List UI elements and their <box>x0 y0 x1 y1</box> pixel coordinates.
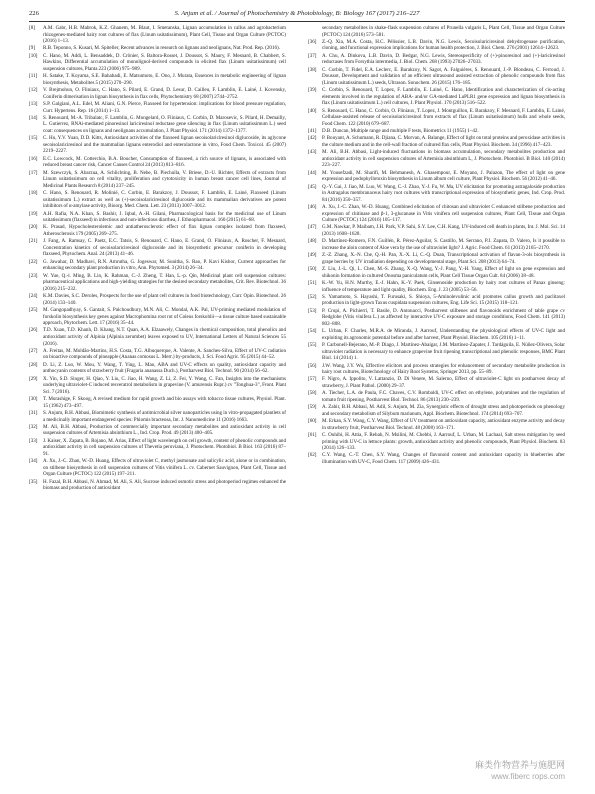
reference-number: [47] <box>308 224 317 231</box>
reference-text: S. Yamamoto, S. Hayashi, T. Furusaki, S. Shioya, 5-Aminolevulinic acid promotes callus growth and paclitaxel production in light-grown Taxus cuspidata suspension cultures, Eng. Life Sci. 15 (2015) 118–121. <box>322 293 565 307</box>
reference-number: [43] <box>308 149 317 156</box>
reference-number: [25] <box>29 306 38 313</box>
reference-number: [16] <box>29 155 38 162</box>
reference-text: A. Tiecher, L.A. de Paula, F.C. Chaves, C.V. Rombaldi, UV-C effect on ethylene, polyamines and the regulation of tomato fruit ripening, Postharvest Biol. Technol. 86 (2013) 230–239. <box>322 390 565 403</box>
reference-number: [9] <box>29 45 35 52</box>
reference-entry <box>308 135 565 148</box>
reference-text: A. Freitas, M. Moldão-Martins, H.S. Costa, T.G. Albuquerque, A. Valente, A. Sanches-Silva, Effect of UV-C radiation on bioactive compounds of pineapple (Ananas comosus L. Merr.) by-products, J. Sci. Food Agric. 95 (2015) 44–52. <box>43 347 286 361</box>
reference-entry <box>29 458 286 478</box>
reference-text: F. Nigro, A. Ippolito, V. Lattanzio, D. Di Venere, M. Salerno, Effect of ultraviolet-C light on postharvest decay of strawberry, J. Plant Pathol. (2000) 29–37. <box>322 376 565 389</box>
page-number: 226 <box>29 10 39 17</box>
reference-entry <box>29 25 286 45</box>
reference-text: C.Y. Wang, C.-T. Chen, S.Y. Wang, Changes of flavonoid content and antioxidant capacity in blueberries after illumination with UV-C, Food Chem. 117 (2009) 426–431. <box>322 452 565 465</box>
reference-number: [44] <box>308 169 317 176</box>
reference-number: [32] <box>29 423 38 430</box>
reference-number: [34] <box>29 458 38 465</box>
reference-entry <box>29 170 286 190</box>
reference-number: [57] <box>308 376 317 383</box>
reference-text: M. Yousefzadi, M. Sharifi, M. Behmanesh, A. Ghasempour, E. Moyano, J. Palazon, The effect of light on gene expression and podophyllotoxin biosynthesis in Linum album cell culture, Plant Physiol. Biochem. 56 (2012) 41–46. <box>322 169 565 183</box>
reference-entry <box>308 25 565 38</box>
reference-text: P. Carbonell-Bejerano, M.-P. Diago, J. Martínez-Abaigar, J.M. Martínez-Zapater, J. Tardáguila, E. Núñez-Olivera, Solar ultraviolet radiation is necessary to enhance grapevine fruit ripening transcriptional and phenolic responses, BMC Plant Biol. 14 (2014) 1. <box>322 342 565 362</box>
reference-number: [58] <box>308 390 317 397</box>
reference-text: C. Corbin, S. Renouard, T. Lopez, F. Lamblin, E. Lainé, C. Hano, Identification and characterization of cis-acting elements involved in the regulation of ABA- and/or GA-mediated LuPLR1 gene expression and lignan biosynthesis in flax (Linum usitatissimum L.) cell cultures, J. Plant Physiol. 170 (2013) 516–522. <box>322 87 565 107</box>
reference-text: S. Renouard, C. Hano, C. Corbin, O. Fliniaux, T. Lopez, J. Montguillon, E. Barakzoy, F. Mesnard, F. Lamblin, E. Lainé, Cellulase-assisted release of secoisolariciresinol from extracts of flax (Linum usitatissimum) hulls and whole seeds, Food Chem. 122 (2010) 679–687. <box>322 107 565 127</box>
reference-entry <box>29 156 286 169</box>
watermark-cn: 麻类作物营养与施肥网 <box>474 760 565 770</box>
reference-text: A. Xu, J.-C. Zhan, W.-D. Huang, Effects of ultraviolet C, methyl jasmonate and salicylic acid, alone or in combination, on stilbene biosynthesis in cell suspension cultures of Vitis vinifera L. cv. Cabernet Sauvignon, Plant Cell, Tissue and Organ Culture (PCTOC) 122 (2015) 197–211. <box>43 458 286 478</box>
reference-text: M. Ali, B.H. Abbasi, Light-induced fluctuations in biomass accumulation, secondary metabolites production and antioxidant activity in cell suspension cultures of Artemisia absinthium L, J. Photochem. Photobiol. B Biol. 140 (2014) 223–227. <box>322 149 565 169</box>
reference-text: secondary metabolites in shake-flask suspension cultures of Prunella vulgaris L, Plant Cell, Tissue and Organ Culture (PCTOC) 124 (2016) 573–581. <box>322 25 565 38</box>
reference-number: [20] <box>29 224 38 231</box>
reference-text: W. Yue, Q.-l. Ming, B. Lin, K. Rahman, C.-J. Zheng, T. Han, L.-p. Qin, Medicinal plant cell suspension cultures: pharmaceutical applications and high-yielding strategies for the desired secondary metabolites, Crit. Rev. Biotechnol. 36 (2016) 215–232. <box>43 272 286 292</box>
reference-number: [15] <box>29 135 38 142</box>
reference-entry <box>29 273 286 293</box>
reference-text: K.M. Davies, S.C. Deroles, Prospects for the use of plant cell cultures in food biotechnology, Curr. Opin. Biotechnol. 26 (2014) 133–140. <box>43 293 286 306</box>
reference-entry <box>29 362 286 375</box>
watermark <box>475 760 565 782</box>
reference-text: K. Prasad, Hypocholesterolemic and antiatherosclerotic effect of flax lignan complex isolated from flaxseed, Atherosclerosis 179 (2005) 269–275. <box>43 224 286 237</box>
reference-text: M. Szewczyk, S. Abarzua, A. Schlichting, B. Nebe, B. Piechulla, V. Briese, D.-U. Richter, Effects of extracts from Linum usitatissimum on cell vitality, proliferation and cytotoxicity in human breast cancer cell lines, Journal of Medicinal Plants Research 8 (2014) 237–245. <box>43 169 286 189</box>
reference-text: A. Zahir, B.H. Abbasi, M. Adil, S. Anjum, M. Zia, Synergistic effects of drought stress and photoperiods on phenology and secondary metabolism of Silybum marianum, Appl. Biochem. Biotechnol. 174 (2014) 693–707. <box>322 404 565 417</box>
reference-text: M. Ali, B.H. Abbasi, Production of commercially important secondary metabolites and antioxidant activity in cell suspension cultures of Artemisia absinthium L., Ind. Crop. Prod. 49 (2013) 400–405. <box>43 423 286 437</box>
reference-number: [45] <box>308 183 317 190</box>
reference-entry <box>308 308 565 328</box>
reference-number: [39] <box>308 87 317 94</box>
reference-text: J. Kaiser, X. Zapata, B. Rojano, M. Arias, Effect of light wavelength on cell growth, content of phenolic compounds and antioxidant activity in cell suspension cultures of Thevetia peruviana, J. Photochem. Photobiol. B Biol. 163 (2016) 87–91. <box>43 437 286 457</box>
reference-entry <box>308 342 565 362</box>
reference-entry <box>29 396 286 409</box>
reference-text: G. Jawahar, D. Madhavi, R.N. Amrutha, G. Jogeswar, M. Sunitha, S. Rao, P. Kavi Kishor, Current approaches for enhancing secondary plant production in vitro, Ann. Phytomed. 3 (2014) 26–34. <box>43 258 286 272</box>
reference-number: [22] <box>29 258 38 265</box>
reference-entry <box>29 376 286 396</box>
reference-text: G.M. Nawkar, P. Maibam, J.H. Park, V.P. Sahi, S.Y. Lee, C.H. Kang, UV-induced cell death in plants, Int. J. Mol. Sci. 14 (2013) 1608–1628. <box>322 224 565 237</box>
reference-number: [35] <box>29 478 38 485</box>
reference-number: [18] <box>29 190 38 197</box>
reference-entry <box>29 259 286 272</box>
reference-entry <box>308 53 565 66</box>
reference-text: Z.-Z. Zhang, X.-N. Che, Q.-H. Pan, X.-X. Li, C.-Q. Duan, Transcriptional activation of flavan-3-ols biosynthesis in grape berries by UV irradiation depending on developmental stage, Plant Sci. 208 (2013) 64–74. <box>322 252 565 265</box>
reference-entry <box>29 135 286 155</box>
reference-text: Z.-Q. Xia, M.A. Costa, H.C. Pélissier, L.B. Davin, N.G. Lewis, Secoisolariciresinol dehydrogenase purification, cloning, and functional expression implications for human health protection, J. Biol. Chem. 276 (2001) 12614–12623. <box>322 38 565 52</box>
reference-entry <box>29 327 286 347</box>
reference-entry <box>29 190 286 210</box>
reference-text: A.H. Rafia, N.A. Khan, S. Bashir, J. Iqbal, A.-H. Gilani, Pharmacological basis for the medicinal use of Linum usitatissimum (flaxseed) in infectious and non-infectious diarrhea, J. Ethnopharmacol. 160 (2015) 61–68. <box>43 210 286 224</box>
reference-number: [37] <box>308 52 317 59</box>
reference-entry <box>308 432 565 452</box>
reference-text: H. Fazal, B.H. Abbasi, N. Ahmad, M. Ali, S. Ali, Sucrose induced osmotic stress and photoperiod regimes enhanced the biomass and production of antioxidant <box>43 478 286 492</box>
reference-entry <box>308 280 565 293</box>
reference-entry <box>308 252 565 265</box>
reference-text: J.W. Wang, J.Y. Wu, Effective elicitors and process strategies for enhancement of secondary metabolite production in hairy root cultures, Biotechnology of Hairy Root Systems, Springer 2013, pp. 55–89. <box>322 362 565 376</box>
reference-entry <box>29 348 286 361</box>
reference-text: S. Anjum, B.H. Abbasi, Biomimetic synthesis of antimicrobial silver nanoparticles using in vitro-propagated plantlets of a medicinally important endangered species: Phlomis bracteosa, Int. J. Nanomedicine 11 (2016) 1663. <box>43 409 286 423</box>
reference-number: [24] <box>29 293 38 300</box>
reference-number: [51] <box>308 279 317 286</box>
reference-entry <box>29 211 286 224</box>
reference-number: [52] <box>308 293 317 300</box>
reference-text: D. Martínez-Romero, F.N. Guillén, R. Pérez-Aguilar, S. Castillo, M. Serrano, P.J. Zapata, D. Valero, Is it possible to increase the aloin content of Aloe vera by the use of ultraviolet light? J. Agric. Food Chem. 61 (2013) 2165–2170. <box>322 238 565 251</box>
references-column-left <box>29 25 286 761</box>
reference-number: [38] <box>308 66 317 73</box>
reference-number: [53] <box>308 307 317 314</box>
reference-number: [21] <box>29 238 38 245</box>
reference-text: C. Hu, Y.V. Yuan, D.D. Kitts, Antioxidant activities of the flaxseed lignan secoisolariciresinol diglucoside, its aglycone secoisolariciresinol and the mammalian lignans enterodiol and enterolactone in vitro, Food Chem. Toxicol. 45 (2007) 2219–2227. <box>43 135 286 155</box>
reference-number: [49] <box>308 252 317 259</box>
reference-entry <box>29 115 286 135</box>
reference-entry <box>308 238 565 251</box>
reference-entry <box>29 224 286 237</box>
reference-entry <box>29 438 286 458</box>
reference-number: [23] <box>29 272 38 279</box>
reference-number: [40] <box>308 107 317 114</box>
reference-entry <box>29 410 286 423</box>
reference-entry <box>308 224 565 237</box>
reference-number: [42] <box>308 135 317 142</box>
reference-entry <box>308 266 565 279</box>
reference-number: [62] <box>308 452 317 459</box>
reference-text: A. Chu, A. Dinkova, L.B. Davin, D. Bedgar, N.G. Lewis, Stereospecificity of (+)-pinoresinol and (+)-lariciresinol reductases from Forsythia intermedia, J. Biol. Chem. 268 (1993) 27026–27033. <box>322 52 565 66</box>
reference-entry <box>308 328 565 341</box>
reference-entry <box>308 363 565 376</box>
reference-number: [12] <box>29 87 38 94</box>
reference-text: T. Murashige, F. Skoog, A revised medium for rapid growth and bio assays with tobacco tissue cultures, Physiol. Plant. 15 (1962) 473–497. <box>43 396 286 409</box>
reference-number: [8] <box>29 25 35 31</box>
reference-entry <box>29 53 286 73</box>
reference-number: [33] <box>29 437 38 444</box>
reference-entry <box>29 73 286 86</box>
reference-text: H. Satake, T. Koyama, S.E. Bahabadi, E. Matsumoto, E. Ono, J. Murata, Essences in metabolic engineering of lignan biosynthesis, Metabolites 5 (2015) 270–290. <box>43 73 286 86</box>
reference-entry <box>29 424 286 437</box>
reference-text: Z. Liu, J.-L. Qi, L. Chen, M.-S. Zhang, X.-Q. Wang, Y.-J. Pang, Y.-H. Yang, Effect of light on gene expression and shikonin formation in cultured Onosma paniculatum cells, Plant Cell Tissue Organ Cult. 84 (2006) 38–48. <box>322 266 565 279</box>
watermark-url: www.fiberc rops.com <box>491 772 565 781</box>
reference-number: [56] <box>308 362 317 369</box>
reference-number: [19] <box>29 210 38 217</box>
reference-text: C. Hano, M. Addi, L. Bensaddek, D. Crônier, S. Baltora-Rosset, J. Doussot, S. Maury, F. Mesnard, B. Chabbert, S. Hawkins, Differential accumulation of monolignol-derived compounds in elicited flax (Linum usitatissimum) cell suspension cultures, Planta 223 (2006) 975–989. <box>43 52 286 72</box>
reference-text: D. Li, Z. Luo, W. Mou, Y. Wang, T. Ying, L. Mao, ABA and UV-C effects on quality, antioxidant capacity and anthocyanin contents of strawberry fruit (Fragaria ananassa Duch.), Postharvest Biol. Technol. 90 (2014) 56–62. <box>43 361 286 375</box>
reference-text: R.B. Teponno, S. Kusari, M. Spiteller, Recent advances in research on lignans and neolignans, Nat. Prod. Rep. (2016). <box>43 45 280 52</box>
reference-number: [60] <box>308 418 317 425</box>
reference-entry <box>29 293 286 306</box>
reference-entry <box>308 67 565 87</box>
reference-entry <box>308 87 565 107</box>
reference-number: [11] <box>29 73 38 80</box>
reference-number: [28] <box>29 361 38 368</box>
reference-number: [48] <box>308 238 317 245</box>
header-rule <box>29 21 565 22</box>
reference-number: [13] <box>29 101 38 107</box>
reference-text: C. Corbin, T. Fidel, E.A. Leclerc, E. Barakzoy, N. Sagot, A. Falguières, S. Renouard, J.-P. Blondeau, C. Ferroud, J. Doussot, Development and validation of an efficient ultrasound assisted extraction of phenolic compounds from flax (Linum usitatissimum L.) seeds, Ultrason. Sonochem. 26 (2015) 176–185. <box>322 66 565 86</box>
reference-number: [54] <box>308 328 317 335</box>
reference-entry <box>308 418 565 431</box>
reference-text: K.-W. Yu, H.N. Murthy, E.-J. Hahn, K.-Y. Paek, Ginsenoside production by hairy root cultures of Panax ginseng: influence of temperature and light quality, Biochem. Eng. J. 23 (2005) 53–56. <box>322 279 565 293</box>
reference-entry <box>308 108 565 128</box>
reference-number: [31] <box>29 409 38 416</box>
reference-number: [50] <box>308 266 317 273</box>
reference-entry <box>308 184 565 204</box>
reference-entry <box>29 479 286 492</box>
reference-text: C. Hano, S. Renouard, R. Molinié, C. Corbin, E. Barakzoy, J. Doussot, F. Lamblin, E. Lainé, Flaxseed (Linum usitatissimum L.) extract as well as (+)-secoisolariciresinol diglucoside and its mammalian derivatives are potent inhibitors of α-amylase activity, Bioorg. Med. Chem. Lett. 23 (2013) 3007–3012. <box>43 190 286 210</box>
reference-number: [59] <box>308 404 317 411</box>
reference-text: S. Renouard, M.-A. Tribalatc, F. Lamblin, G. Mongelard, O. Fliniaux, C. Corbin, D. Marosevic, S. Pilard, H. Demailly, L. Gutierrez, RNAi-mediated pinoresinol lariciresinol reductase gene silencing in flax (Linum usitatissimum L.) seed coat: consequences on lignans and neolignans accumulation, J. Plant Physiol. 171 (2014) 1372–1377. <box>43 114 286 134</box>
reference-text: C. Ouhibi, H. Attia, F. Rebah, N. Msilini, M. Chebbi, J. Aarrouf, L. Urban, M. Lachaal, Salt stress mitigation by seed priming with UV-C in lettuce plants: growth, antioxidant activity and phenolic compounds, Plant Physiol. Biochem. 83 (2014) 126–133. <box>322 431 565 452</box>
reference-number: [27] <box>29 347 38 354</box>
reference-entry <box>29 238 286 258</box>
reference-entry <box>308 294 565 307</box>
reference-text: D.B. Duncan, Multiple range and multiple F tests, Biometrics 11 (1955) 1–42. <box>322 127 479 134</box>
reference-entry <box>29 101 286 114</box>
reference-entry <box>308 39 565 52</box>
reference-text: A.M. Gabr, H.B. Mabrok, K.Z. Ghanem, M. Blaut, I. Smetanska, Lignan accumulation in callus and agrobacterium rhizogenes-mediated hairy root cultures of flax (Linum usitatissimum), Plant Cell, Tissue and Organ Culture (PCTOC) (2016) 1–13. <box>43 25 286 45</box>
reference-number: [30] <box>29 396 38 403</box>
reference-text: J. Fang, A. Ramsay, C. Paetz, E.C. Tatsis, S. Renouard, C. Hano, E. Grand, O. Fliniaux, A. Roscher, F. Mesnard, Concentration kinetics of secoisolariciresinol diglucoside and its biosynthetic precursor coniferin in developing flaxseed, Phytochem. Anal. 24 (2013) 41–46. <box>43 238 286 258</box>
reference-entry <box>29 45 286 52</box>
reference-entry <box>308 404 565 417</box>
reference-entry <box>308 390 565 403</box>
reference-entry <box>29 307 286 327</box>
reference-text: V. Brejmohun, O. Fliniaux, C. Hano, S. Pilard, E. Grand, D. Lesur, D. Cailleu, F. Lamblin, E. Lainé, J. Kovensky, Coniferin dimerisation in lignan biosynthesis in flax cells, Phytochemistry 68 (2007) 2744–2752. <box>43 87 286 100</box>
reference-text: T.D. Xuan, T.D. Khanh, D. Khang, N.T. Quan, A.A. Elzaawely, Changes in chemical composition, total phenolics and antioxidant activity of Alpinia (Alpinia zerumbet) leaves exposed to UV, International Letters of Natural Sciences 55 (2016). <box>43 327 286 347</box>
reference-entry <box>308 170 565 183</box>
reference-number: [41] <box>308 127 317 134</box>
reference-number: [29] <box>29 375 38 382</box>
reference-number: [46] <box>308 203 317 210</box>
reference-number: [26] <box>29 327 38 334</box>
references-column-right <box>308 25 565 761</box>
reference-text: S.P. Galgiani, A.L. Edel, M. Aliani, G.N. Pierce, Flaxseed for hypertension: implications for blood pressure regulation, Curr. Hypertens. Rep. 16 (2014) 1–13. <box>43 101 286 114</box>
reference-number: [55] <box>308 342 317 349</box>
reference-entry <box>29 87 286 100</box>
reference-text: L. Urban, F. Charles, M.R.A. de Miranda, J. Aarrouf, Understanding the physiological effects of UV-C light and exploiting its agronomic potential before and after harvest, Plant Physiol. Biochem. 105 (2016) 1–11. <box>322 328 565 341</box>
reference-text: A. Xu, J.-C. Zhan, W.-D. Huang, Combined elicitation of chitosan and ultraviolet C enhanced stilbene production and expression of chitinase and β-1, 3-glucanase in Vitis vinifera cell suspension cultures, Plant Cell, Tissue and Organ Culture (PCTOC) 124 (2016) 105–117. <box>322 203 565 224</box>
reference-text: M. Erkan, S.Y. Wang, C.Y. Wang, Effect of UV treatment on antioxidant capacity, antioxidant enzyme activity and decay in strawberry fruit, Postharvest Biol. Technol. 48 (2008) 163–171. <box>322 418 565 431</box>
reference-text: M. Gangopadhyay, S. Gantait, S. Palchoudhury, M.N. Ali, C. Mondal, A.K. Pal, UV-priming mediated modulation of forskolin biosynthesis key genes against Macrophomina root rot of Coleus forskohlii—a tissue culture based sustainable approach, Phytochem. Lett. 17 (2016) 35–44. <box>43 306 286 327</box>
reference-entry <box>308 128 565 135</box>
reference-number: [17] <box>29 169 38 176</box>
reference-text: X. Yin, S.D. Singer, H. Qiao, Y. Liu, C. Jiao, H. Wang, Z. Li, Z. Fei, Y. Wang, C. Fan, Insights into the mechanisms underlying ultraviolet-C induced resveratrol metabolism in grapevine (V. amurensis Rupr.) cv "Tonghua-3", Front. Plant Sci. 7 (2016). <box>43 375 286 395</box>
reference-text: Q.-Y. Gai, J. Jiao, M. Luo, W. Wang, C.-J. Zhao, Y.-J. Fu, W. Ma, UV elicitation for promoting astragaloside production in Astragalus membranaceus hairy root cultures with transcriptional expression of biosynthetic genes, Ind. Crop. Prod. 84 (2016) 350–357. <box>322 183 565 203</box>
reference-text: P. Crupi, A. Pichierri, T. Basile, D. Antonacci, Postharvest stilbenes and flavonoids enrichment of table grape cv Redglobe (Vitis vinifera L.) as affected by interactive UV-C exposure and storage conditions, Food Chem. 141 (2013) 802–808. <box>322 307 565 327</box>
page-header <box>29 8 565 20</box>
reference-number: [36] <box>308 38 317 45</box>
reference-entry <box>308 149 565 169</box>
reference-number: [61] <box>308 431 317 438</box>
reference-entry <box>308 452 565 465</box>
reference-entry <box>308 376 565 389</box>
running-title: S. Anjum et al. / Journal of Photochemistry & Photobiology, B: Biology 167 (2017) 216–227 <box>174 10 420 17</box>
reference-number: [10] <box>29 52 38 59</box>
reference-text: P. Bouyant, A. Schumann, R. Djiana, C. Morvan, A. Balange, Effect of light on total proteins and peroxidase activities in the culture medium and in the cell-wall fraction of cultured flax cells, Plant Physiol. Biochem. 34 (1996) 417–423. <box>322 135 565 148</box>
reference-text: E.C. Lowcock, M. Cotterchio, B.A. Boucher, Consumption of flaxseed, a rich source of lignans, is associated with reduced breast cancer risk, Cancer Causes Control 24 (2013) 813–816. <box>43 155 286 169</box>
reference-number: [14] <box>29 114 38 121</box>
reference-entry <box>308 204 565 224</box>
